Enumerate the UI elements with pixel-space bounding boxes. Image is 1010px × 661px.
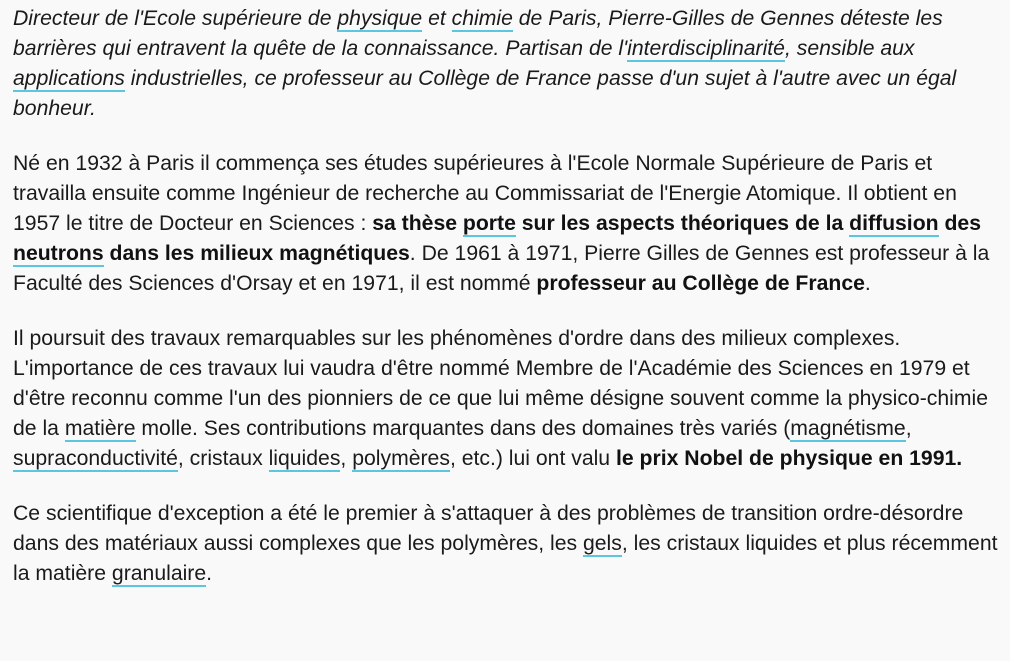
glossary-link[interactable]: neutrons <box>13 242 104 265</box>
glossary-link[interactable]: interdisciplinarité <box>627 37 785 60</box>
text-segment: le prix Nobel de physique en 1991. <box>615 447 963 470</box>
paragraph-2 <box>13 149 1003 299</box>
glossary-link[interactable]: diffusion <box>849 212 939 235</box>
text-segment: , <box>340 447 353 470</box>
glossary-link[interactable]: physique <box>337 7 423 30</box>
text-segment: de Paris, Pierre-Gilles de Gennes déteste les barrières qui entravent la quête de la connaissance. Partisan de l' <box>13 7 943 60</box>
text-segment: . De 1961 à 1971, Pierre Gilles de Gennes est professeur à la Faculté des Sciences d'Orsay et en 1971, il est nommé <box>13 242 990 295</box>
text-segment: Directeur de l'Ecole supérieure de <box>13 7 338 30</box>
glossary-link[interactable]: applications <box>13 67 125 90</box>
article-body <box>13 4 1003 614</box>
glossary-link[interactable]: porte <box>462 212 516 235</box>
text-segment: et <box>422 7 452 30</box>
text-segment: Né en 1932 à Paris il commença ses études supérieures à l'Ecole Normale Supérieure de Paris et travailla ensuite comme Ingénieur de recherche au Commissariat de l'Energie Atomique. Il obtient en 1957 le titre de Docteur en Sciences : <box>13 152 957 235</box>
glossary-link[interactable]: matière <box>64 417 136 440</box>
text-segment: . <box>206 562 213 585</box>
glossary-link[interactable]: supraconductivité <box>13 447 178 470</box>
text-segment: sa thèse <box>372 212 463 235</box>
text-segment: sur les aspects théoriques de la <box>515 212 850 235</box>
text-segment: , <box>905 417 912 440</box>
text-segment: , les cristaux liquides et plus récemment la matière <box>13 532 998 585</box>
text-segment: molle. Ses contributions marquantes dans des domaines très variés ( <box>135 417 791 440</box>
text-segment: des <box>938 212 981 235</box>
paragraph-3 <box>13 324 1003 474</box>
text-segment: industrielles, ce professeur au Collège de France passe d'un sujet à l'autre avec un égal bonheur. <box>13 67 957 120</box>
paragraph-1 <box>13 4 1003 124</box>
text-segment: professeur au Collège de France <box>536 272 865 295</box>
glossary-link[interactable]: magnétisme <box>790 417 906 440</box>
text-segment: , etc.) lui ont valu <box>449 447 616 470</box>
text-segment: Ce scientifique d'exception a été le premier à s'attaquer à des problèmes de transition ordre-désordre dans des matériaux aussi complexes que les polymères, les <box>13 502 964 555</box>
text-segment: , sensible aux <box>784 37 915 60</box>
glossary-link[interactable]: granulaire <box>111 562 207 585</box>
text-segment: dans les milieux magnétiques <box>103 242 410 265</box>
glossary-link[interactable]: gels <box>582 532 622 555</box>
glossary-link[interactable]: polymères <box>352 447 450 470</box>
paragraph-4 <box>13 499 1003 589</box>
text-segment: , cristaux <box>177 447 269 470</box>
glossary-link[interactable]: chimie <box>451 7 513 30</box>
text-segment: Il poursuit des travaux remarquables sur les phénomènes d'ordre dans des milieux complexes. L'importance de ces travaux lui vaudra d'être nommé Membre de l'Académie des Sciences en 1979 et d'être reconnu comme l'un des pionniers de ce que lui même désigne souvent comme la physico-chimie de la <box>13 327 988 440</box>
text-segment: . <box>864 272 871 295</box>
glossary-link[interactable]: liquides <box>268 447 341 470</box>
